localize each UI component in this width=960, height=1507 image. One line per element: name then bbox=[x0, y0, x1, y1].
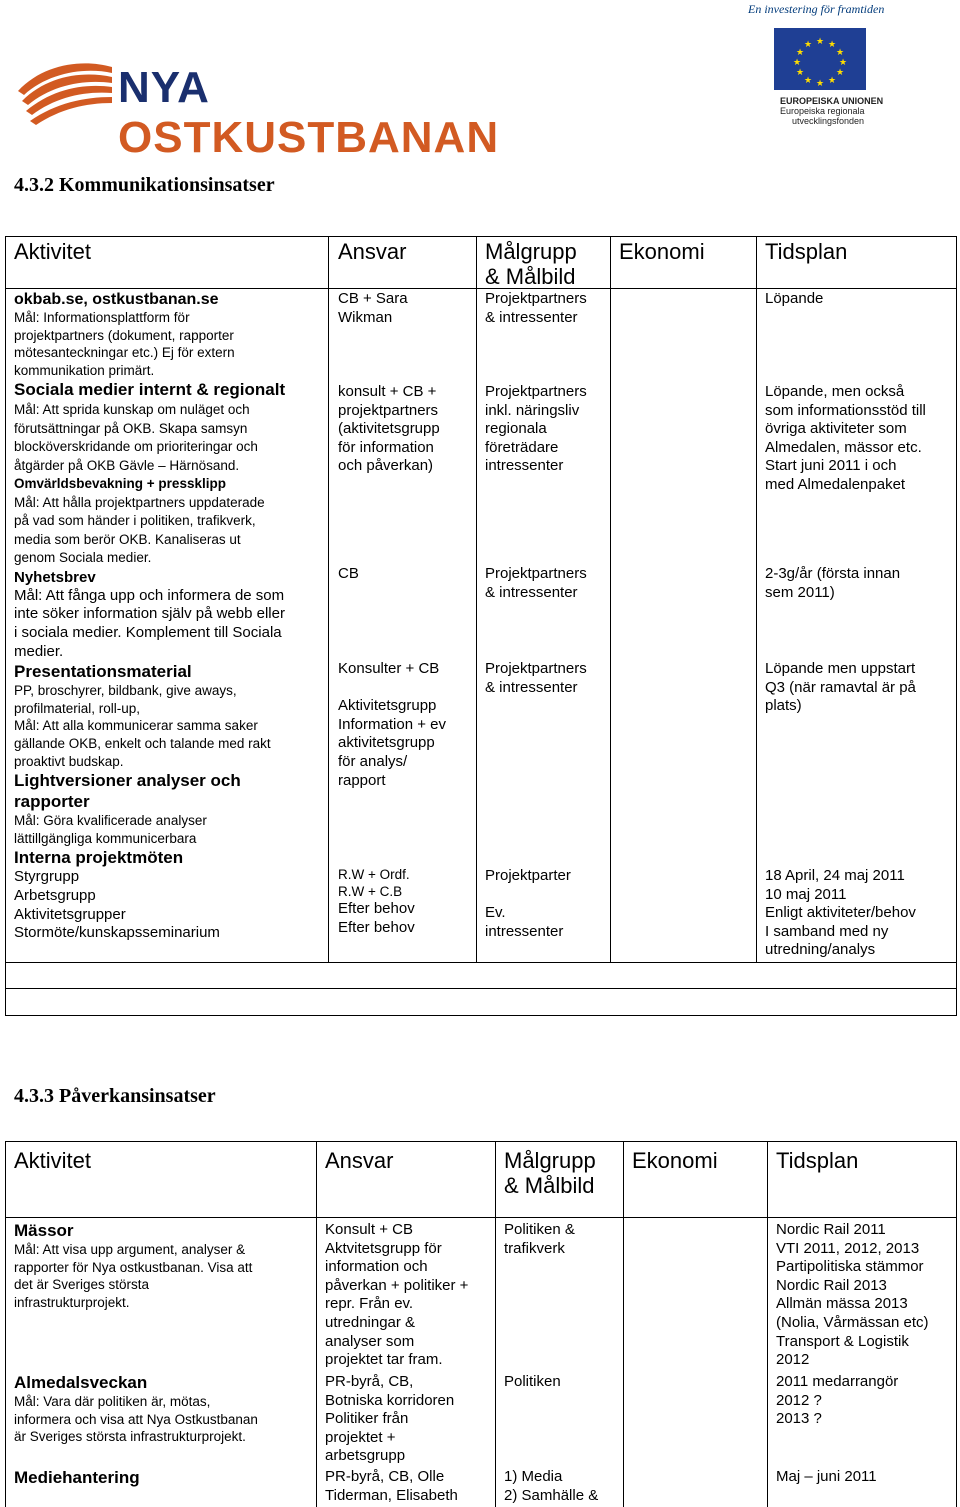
ansvar-cell bbox=[338, 565, 359, 584]
svg-text:★: ★ bbox=[803, 76, 813, 86]
eu-caption-line: utvecklingsfonden bbox=[792, 116, 865, 126]
tidsplan-text: 2-3g/år (första innan bbox=[765, 565, 901, 582]
malgrupp-text: 1) Media bbox=[504, 1468, 563, 1485]
header-aktivitet: Aktivitet bbox=[14, 239, 92, 264]
tidsplan-text: 18 April, 24 maj 2011 bbox=[765, 867, 905, 884]
ansvar-cell bbox=[325, 1373, 454, 1466]
tidsplan-text: Start juni 2011 i och bbox=[765, 457, 897, 475]
activity-title: rapporter bbox=[14, 792, 90, 812]
ansvar-text: Botniska korridoren bbox=[325, 1391, 455, 1409]
tagline: En investering för framtiden bbox=[748, 2, 885, 16]
header-ekonomi: Ekonomi bbox=[619, 239, 705, 264]
ansvar-text: information och bbox=[325, 1258, 428, 1276]
header-tidsplan: Tidsplan bbox=[765, 239, 848, 264]
tidsplan-text: plats) bbox=[765, 697, 802, 715]
svg-text:★: ★ bbox=[835, 68, 845, 78]
ansvar-text: R.W + Ordf. bbox=[338, 867, 410, 882]
ansvar-text: PR-byrå, CB, Olle bbox=[325, 1468, 445, 1485]
tidsplan-text: Almedalen, mässor etc. bbox=[765, 438, 922, 456]
ansvar-text: (aktivitetsgrupp bbox=[338, 420, 440, 438]
ansvar-text: för information bbox=[338, 438, 434, 456]
eu-caption-line: Europeiska regionala bbox=[780, 106, 865, 116]
malgrupp-text: & intressenter bbox=[485, 583, 578, 601]
svg-text:★: ★ bbox=[803, 40, 813, 50]
ansvar-text: Konsult + CB bbox=[325, 1221, 413, 1238]
activity-text: PP, broschyrer, bildbank, give aways, bbox=[14, 683, 237, 699]
tidsplan-text: 2011 medarrangör bbox=[776, 1373, 899, 1390]
ansvar-text: påverkan + politiker + bbox=[325, 1276, 469, 1294]
col-divider bbox=[495, 1141, 496, 1507]
activity-text: media som berör OKB. Kanaliseras ut bbox=[14, 531, 241, 547]
tidsplan-cell bbox=[765, 660, 916, 716]
activity-text: kommunikation primärt. bbox=[14, 362, 155, 378]
tidsplan-text: 10 maj 2011 bbox=[765, 885, 847, 903]
tidsplan-cell bbox=[776, 1373, 898, 1429]
col-divider bbox=[610, 236, 611, 962]
ansvar-text: projektet tar fram. bbox=[325, 1351, 443, 1369]
malgrupp-cell bbox=[485, 867, 571, 941]
activity-cell bbox=[14, 1372, 258, 1446]
row-divider bbox=[5, 1217, 957, 1218]
activity-text: genom Sociala medier. bbox=[14, 550, 152, 566]
row-divider bbox=[5, 988, 957, 989]
malgrupp-text: 2) Samhälle & bbox=[504, 1486, 599, 1504]
malgrupp-text: Projektparter bbox=[485, 867, 571, 884]
ansvar-text: Efter behov bbox=[338, 918, 415, 936]
ansvar-text: Aktivitetsgrupp bbox=[338, 697, 437, 715]
col-divider bbox=[623, 1141, 624, 1507]
activity-title: Lightversioner analyser och bbox=[14, 771, 241, 791]
section-heading-kommunikation: 4.3.2 Kommunikationsinsatser bbox=[14, 174, 275, 196]
ansvar-cell bbox=[325, 1221, 468, 1370]
tidsplan-text: Nordic Rail 2011 bbox=[776, 1221, 886, 1238]
col-divider bbox=[316, 1141, 317, 1507]
malgrupp-text: Ev. bbox=[485, 904, 506, 922]
ansvar-text: repr. Från ev. bbox=[325, 1295, 414, 1313]
nya-ostkustbanan-logo bbox=[14, 55, 554, 162]
malgrupp-text: regionala bbox=[485, 420, 547, 438]
ansvar-text: Efter behov bbox=[338, 900, 415, 917]
activity-text: mötesanteckningar etc.) Ej för extern bbox=[14, 345, 235, 361]
malgrupp-text: intressenter bbox=[485, 922, 564, 940]
ansvar-cell bbox=[338, 383, 440, 476]
tidsplan-cell bbox=[776, 1468, 877, 1487]
activity-text: inte söker information själv på webb eller bbox=[14, 605, 285, 623]
header-ekonomi: Ekonomi bbox=[632, 1148, 718, 1173]
tidsplan-text: Transport & Logistik bbox=[776, 1332, 909, 1350]
activity-title: Interna projektmöten bbox=[14, 848, 184, 868]
header-ansvar: Ansvar bbox=[338, 239, 407, 264]
ansvar-text: projektet + bbox=[325, 1428, 396, 1446]
ansvar-text: Konsulter + CB bbox=[338, 660, 440, 677]
malgrupp-text: Projektpartners bbox=[485, 290, 587, 307]
svg-text:★: ★ bbox=[827, 76, 837, 86]
ansvar-text: rapport bbox=[338, 771, 386, 789]
header-malgrupp-line: Målgrupp bbox=[485, 239, 577, 264]
eu-caption-line: EUROPEISKA UNIONEN bbox=[780, 96, 884, 106]
activity-title: Mediehantering bbox=[14, 1468, 140, 1487]
malgrupp-text: Politiken bbox=[504, 1373, 561, 1390]
malgrupp-cell bbox=[485, 660, 587, 697]
tidsplan-cell bbox=[776, 1221, 929, 1370]
header-malgrupp-line: & Målbild bbox=[485, 264, 576, 289]
tidsplan-text: Nordic Rail 2013 bbox=[776, 1276, 887, 1294]
activity-text: lättillgängliga kommunicerbara bbox=[14, 830, 197, 846]
tidsplan-cell bbox=[765, 290, 823, 309]
activity-text: Arbetsgrupp bbox=[14, 887, 96, 904]
activity-text: Mål: Att fånga upp och informera de som bbox=[14, 586, 285, 604]
activity-text: åtgärder på OKB Gävle – Härnösand. bbox=[14, 457, 240, 473]
malgrupp-text: inkl. näringsliv bbox=[485, 401, 580, 419]
tidsplan-text: Allmän mässa 2013 bbox=[776, 1295, 908, 1313]
malgrupp-cell bbox=[485, 290, 587, 327]
header-tidsplan: Tidsplan bbox=[776, 1148, 859, 1173]
tidsplan-text: övriga aktiviteter som bbox=[765, 420, 907, 438]
train-logo-icon bbox=[14, 55, 114, 125]
activity-text: Mål: Att visa upp argument, analyser & bbox=[14, 1242, 246, 1257]
logo-word-ostkustbanan: OSTKUSTBANAN bbox=[118, 113, 500, 162]
activity-text: är Sveriges största infrastrukturprojekt. bbox=[14, 1429, 246, 1445]
tidsplan-text: med Almedalenpaket bbox=[765, 475, 906, 493]
tidsplan-text: Enligt aktiviteter/behov bbox=[765, 904, 916, 922]
ansvar-text: Aktvitetsgrupp för bbox=[325, 1239, 442, 1257]
ansvar-cell bbox=[338, 866, 415, 937]
activity-cell bbox=[14, 1220, 252, 1311]
activity-text: Mål: Att sprida kunskap om nuläget och bbox=[14, 402, 250, 418]
col-divider bbox=[767, 1141, 768, 1507]
col-divider bbox=[756, 236, 757, 962]
activity-text: förutsättningar på OKB. Skapa samsyn bbox=[14, 420, 248, 436]
activity-text: i sociala medier. Komplement till Sociala bbox=[14, 624, 282, 642]
activity-title: Sociala medier internt & regionalt bbox=[14, 380, 286, 400]
activity-text: Mål: Informationsplattform för bbox=[14, 310, 190, 325]
header-malgrupp bbox=[504, 1148, 596, 1198]
ansvar-text: och påverkan) bbox=[338, 457, 434, 475]
malgrupp-cell bbox=[504, 1468, 598, 1505]
tidsplan-text: 2013 ? bbox=[776, 1410, 822, 1428]
activities-column bbox=[14, 291, 326, 943]
header-malgrupp bbox=[485, 239, 577, 289]
ansvar-text: PR-byrå, CB, bbox=[325, 1373, 414, 1390]
malgrupp-text: trafikverk bbox=[504, 1239, 565, 1257]
tidsplan-text: 2012 ? bbox=[776, 1391, 822, 1409]
activity-text: rapporter för Nya ostkustbanan. Visa att bbox=[14, 1259, 253, 1275]
tidsplan-text: Q3 (när ramavtal är på bbox=[765, 678, 916, 696]
header-ansvar: Ansvar bbox=[325, 1148, 394, 1173]
tidsplan-text: I samband med ny bbox=[765, 922, 889, 940]
svg-text:★: ★ bbox=[838, 58, 848, 68]
tidsplan-text: (Nolia, Vårmässan etc) bbox=[776, 1313, 929, 1331]
activity-title: Almedalsveckan bbox=[14, 1373, 148, 1392]
svg-text:★: ★ bbox=[795, 68, 805, 78]
malgrupp-text: företrädare bbox=[485, 438, 559, 456]
activity-text: Mål: Göra kvalificerade analyser bbox=[14, 813, 207, 829]
activity-text: det är Sveriges största bbox=[14, 1277, 150, 1293]
malgrupp-text bbox=[485, 886, 571, 905]
malgrupp-text: Projektpartners bbox=[485, 565, 587, 582]
eu-caption bbox=[780, 96, 883, 126]
activity-title: Nyhetsbrev bbox=[14, 568, 96, 586]
ansvar-text: Politiker från bbox=[325, 1410, 409, 1428]
activity-title: Presentationsmaterial bbox=[14, 662, 192, 682]
activity-text: medier. bbox=[14, 642, 64, 660]
ansvar-text: konsult + CB + bbox=[338, 383, 437, 400]
section-heading-paverkan: 4.3.3 Påverkansinsatser bbox=[14, 1085, 216, 1107]
activity-text: på vad som händer i politiken, trafikverk, bbox=[14, 513, 256, 529]
tidsplan-text: Partipolitiska stämmor bbox=[776, 1258, 924, 1276]
activity-text: gällande OKB, enkelt och talande med rakt bbox=[14, 736, 271, 752]
tidsplan-cell bbox=[765, 383, 926, 495]
col-divider bbox=[476, 236, 477, 962]
ansvar-text: Information + ev bbox=[338, 715, 446, 733]
ansvar-text bbox=[338, 679, 446, 698]
tidsplan-text: Löpande bbox=[765, 290, 824, 307]
ansvar-text: Wikman bbox=[338, 308, 393, 326]
activity-text: informera och visa att Nya Ostkustbanan bbox=[14, 1411, 258, 1427]
eu-flag-icon bbox=[774, 28, 866, 90]
ansvar-text: CB + Sara bbox=[338, 290, 408, 307]
tidsplan-text: utredning/analys bbox=[765, 941, 876, 959]
svg-text:★: ★ bbox=[795, 48, 805, 58]
svg-text:★: ★ bbox=[815, 79, 825, 89]
tidsplan-text: Löpande, men också bbox=[765, 383, 905, 400]
malgrupp-cell bbox=[485, 565, 587, 602]
ansvar-text: R.W + C.B bbox=[338, 884, 403, 899]
tidsplan-text: Maj – juni 2011 bbox=[776, 1468, 877, 1485]
activity-text: Mål: Att hålla projektpartners uppdaterade bbox=[14, 494, 265, 510]
malgrupp-cell bbox=[504, 1373, 561, 1392]
activity-title: Mässor bbox=[14, 1221, 74, 1240]
activity-title: Omvärldsbevakning + pressklipp bbox=[14, 476, 226, 492]
header-aktivitet: Aktivitet bbox=[14, 1148, 92, 1173]
malgrupp-text: & intressenter bbox=[485, 308, 578, 326]
ansvar-text: för analys/ bbox=[338, 752, 408, 770]
row-divider bbox=[5, 288, 957, 289]
ansvar-text: CB bbox=[338, 565, 359, 582]
activity-text: profilmaterial, roll-up, bbox=[14, 700, 141, 716]
ansvar-text: Tiderman, Elisabeth bbox=[325, 1486, 458, 1504]
ansvar-text: aktivitetsgrupp bbox=[338, 734, 435, 752]
tidsplan-text: Löpande men uppstart bbox=[765, 660, 916, 677]
logo-word-nya: NYA bbox=[118, 63, 209, 112]
activity-text: Stormöte/kunskapsseminarium bbox=[14, 924, 220, 942]
tidsplan-text: som informationsstöd till bbox=[765, 401, 926, 419]
ansvar-cell bbox=[325, 1468, 458, 1505]
ansvar-text: projektpartners bbox=[338, 401, 439, 419]
activity-title: okbab.se, ostkustbanan.se bbox=[14, 291, 219, 308]
ansvar-cell bbox=[338, 290, 408, 327]
malgrupp-text: Politiken & bbox=[504, 1221, 575, 1238]
activity-text: Mål: Att alla kommunicerar samma saker bbox=[14, 718, 258, 734]
ansvar-text: arbetsgrupp bbox=[325, 1447, 406, 1465]
malgrupp-text: Projektpartners bbox=[485, 383, 587, 400]
tidsplan-cell bbox=[765, 565, 900, 602]
svg-text:★: ★ bbox=[827, 40, 837, 50]
tidsplan-text: VTI 2011, 2012, 2013 bbox=[776, 1239, 920, 1257]
malgrupp-cell bbox=[504, 1221, 575, 1258]
tidsplan-cell bbox=[765, 867, 916, 960]
col-divider bbox=[328, 236, 329, 962]
malgrupp-text: Projektpartners bbox=[485, 660, 587, 677]
svg-text:★: ★ bbox=[835, 48, 845, 58]
header-malgrupp-line: & Målbild bbox=[504, 1173, 595, 1198]
activity-text: infrastrukturprojekt. bbox=[14, 1294, 130, 1310]
activity-text: Aktivitetsgrupper bbox=[14, 905, 126, 923]
activity-text: blocköverskridande om prioriteringar och bbox=[14, 439, 258, 455]
ansvar-text: analyser som bbox=[325, 1332, 415, 1350]
header-malgrupp-line: Målgrupp bbox=[504, 1148, 596, 1173]
tidsplan-text: 2012 bbox=[776, 1351, 810, 1369]
row-divider bbox=[5, 962, 957, 963]
svg-text:★: ★ bbox=[815, 37, 825, 47]
activity-text: Styrgrupp bbox=[14, 868, 80, 886]
activity-text: Mål: Vara där politiken är, mötas, bbox=[14, 1394, 211, 1409]
malgrupp-cell bbox=[485, 383, 587, 476]
activity-text: projektpartners (dokument, rapporter bbox=[14, 327, 234, 343]
malgrupp-text: intressenter bbox=[485, 457, 564, 475]
activity-cell bbox=[14, 1467, 140, 1488]
activity-text: proaktivt budskap. bbox=[14, 753, 124, 769]
tidsplan-text: sem 2011) bbox=[765, 583, 835, 601]
svg-text:★: ★ bbox=[792, 58, 802, 68]
ansvar-text: utredningar & bbox=[325, 1313, 416, 1331]
ansvar-cell bbox=[338, 660, 446, 790]
malgrupp-text: & intressenter bbox=[485, 678, 578, 696]
